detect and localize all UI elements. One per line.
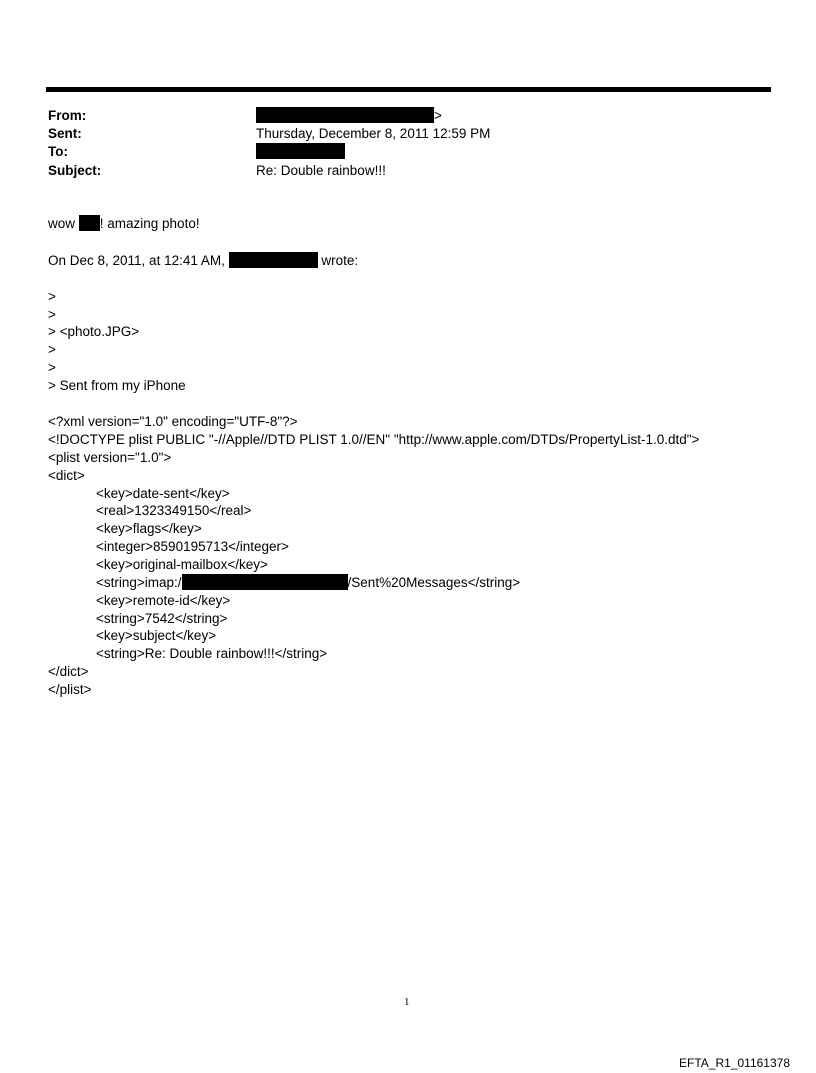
plist-entry: <integer>8590195713</integer> (96, 539, 289, 554)
from-value-suffix: > (434, 108, 442, 123)
quote-intro-pre: On Dec 8, 2011, at 12:41 AM, (48, 253, 229, 268)
plist-entry: <key>flags</key> (96, 521, 202, 536)
plist-entry: <string>7542</string> (96, 611, 228, 626)
from-label: From: (48, 108, 87, 123)
plist-entry: <key>subject</key> (96, 628, 217, 643)
document-id: EFTA_R1_01161378 (679, 1056, 790, 1070)
plist-entry: <key>remote-id</key> (96, 593, 231, 608)
plist-entry: <key>date-sent</key> (96, 486, 230, 501)
plist-open-tag: <plist version="1.0"> (48, 450, 172, 465)
plist-doctype: <!DOCTYPE plist PUBLIC "-//Apple//DTD PLIST 1.0//EN" "http://www.apple.com/DTDs/PropertyList-1.0.dtd"> (48, 432, 700, 447)
quoted-line: > (48, 360, 56, 375)
header-rule (46, 87, 771, 92)
redaction-box (79, 215, 100, 231)
imap-post: /Sent%20Messages</string> (347, 575, 521, 590)
plist-entry: <key>original-mailbox</key> (96, 557, 268, 572)
plist-close-tag: </plist> (48, 682, 92, 697)
plist-imap-entry (96, 574, 520, 592)
page-number: 1 (404, 996, 410, 1008)
redaction-box (229, 252, 318, 268)
quoted-line: > (48, 342, 56, 357)
quote-intro (48, 252, 358, 270)
to-label: To: (48, 144, 68, 159)
quoted-line: > Sent from my iPhone (48, 378, 186, 393)
sent-label: Sent: (48, 126, 82, 141)
dict-close-tag: </dict> (48, 664, 89, 679)
quoted-line: > (48, 289, 56, 304)
redaction-box (256, 143, 345, 159)
sent-value: Thursday, December 8, 2011 12:59 PM (256, 126, 491, 141)
plist-entry: <real>1323349150</real> (96, 503, 252, 518)
quoted-line: > (48, 307, 56, 322)
from-value (256, 107, 442, 125)
dict-open-tag: <dict> (48, 468, 85, 483)
subject-value: Re: Double rainbow!!! (256, 163, 386, 178)
plist-xml-declaration: <?xml version="1.0" encoding="UTF-8"?> (48, 414, 298, 429)
redaction-box (182, 574, 348, 590)
quoted-line: > <photo.JPG> (48, 324, 140, 339)
greeting-pre: wow (48, 216, 79, 231)
subject-label: Subject: (48, 163, 102, 178)
redaction-box (256, 107, 434, 123)
quote-intro-post: wrote: (317, 253, 359, 268)
greeting-line (48, 215, 200, 233)
imap-pre: <string>imap:/ (96, 575, 182, 590)
to-value (256, 143, 345, 161)
plist-entry: <string>Re: Double rainbow!!!</string> (96, 646, 328, 661)
greeting-post: ! amazing photo! (99, 216, 200, 231)
